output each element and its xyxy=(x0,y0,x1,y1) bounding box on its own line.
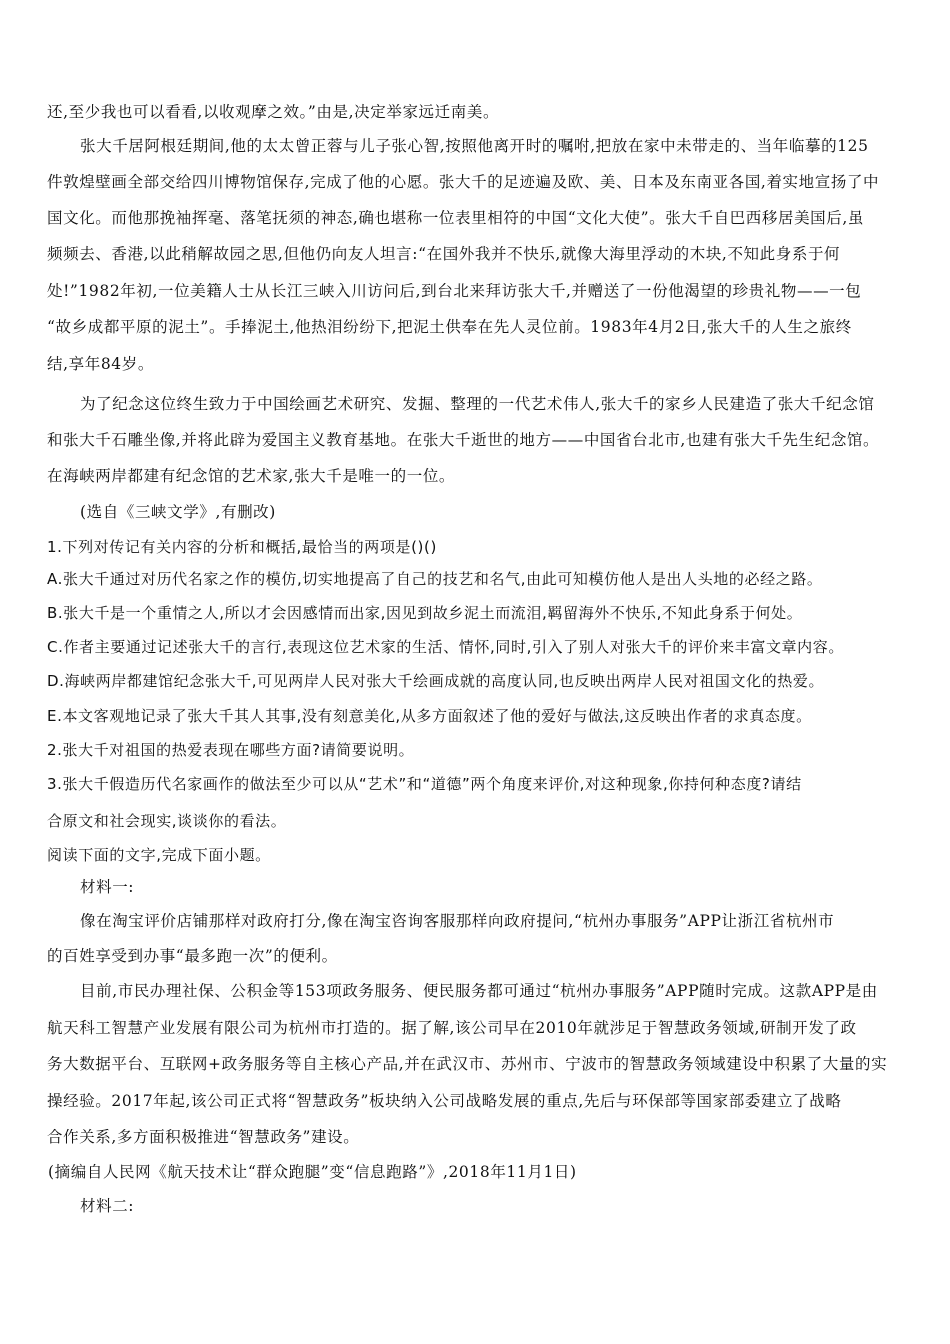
bio-line: 和张大千石雕坐像,并将此辟为爱国主义教育基地。在张大千逝世的地方——中国省台北市,也建有张大千先生纪念馆。 xyxy=(47,431,880,449)
material-1-text: 像在淘宝评价店铺那样对政府打分,像在淘宝咨询客服那样向政府提问,“杭州办事服务”APP让浙江省杭州市 xyxy=(80,912,835,930)
reading-intro: 阅读下面的文字,完成下面小题。 xyxy=(47,846,271,864)
material-1-text: 合作关系,多方面积极推进“智慧政务”建设。 xyxy=(47,1128,360,1146)
question-3: 3.张大千假造历代名家画作的做法至少可以从“艺术”和“道德”两个角度来评价,对这种现象,你持何种态度?请结 xyxy=(47,775,802,793)
bio-line: 结,享年84岁。 xyxy=(47,355,154,373)
material-1-text: 航天科工智慧产业发展有限公司为杭州市打造的。据了解,该公司早在2010年就涉足于智慧政务领域,研制开发了政 xyxy=(47,1019,857,1037)
bio-line: 件敦煌壁画全部交给四川博物馆保存,完成了他的心愿。张大千的足迹遍及欧、美、日本及东南亚各国,着实地宣扬了中 xyxy=(47,173,880,191)
material-2-label: 材料二: xyxy=(80,1197,135,1215)
bio-line: 在海峡两岸都建有纪念馆的艺术家,张大千是唯一的一位。 xyxy=(47,467,456,485)
bio-source: (选自《三峡文学》,有删改) xyxy=(80,503,276,521)
material-1-source: (摘编自人民网《航天技术让“群众跑腿”变“信息跑路”》,2018年11月1日) xyxy=(48,1163,577,1181)
bio-line: 处!”1982年初,一位美籍人士从长江三峡入川访问后,到台北来拜访张大千,并赠送了一份他渴望的珍贵礼物——一包 xyxy=(47,282,862,300)
bio-line: 频频去、香港,以此稍解故园之思,但他仍向友人坦言:“在国外我并不快乐,就像大海里浮动的木块,不知此身系于何 xyxy=(47,245,841,263)
option-a: A.张大千通过对历代名家之作的模仿,切实地提高了自己的技艺和名气,由此可知模仿他人是出人头地的必经之路。 xyxy=(47,570,823,588)
option-d: D.海峡两岸都建馆纪念张大千,可见两岸人民对张大千绘画成就的高度认同,也反映出两岸人民对祖国文化的热爱。 xyxy=(47,672,825,690)
question-2: 2.张大千对祖国的热爱表现在哪些方面?请简要说明。 xyxy=(47,741,415,759)
option-e: E.本文客观地记录了张大千其人其事,没有刻意美化,从多方面叙述了他的爱好与做法,这反映出作者的求真态度。 xyxy=(47,707,812,725)
material-1-text: 的百姓享受到办事“最多跑一次”的便利。 xyxy=(47,947,338,965)
bio-line: 张大千居阿根廷期间,他的太太曾正蓉与儿子张心智,按照他离开时的嘱咐,把放在家中未带走的、当年临摹的125 xyxy=(80,137,869,155)
option-c: C.作者主要通过记述张大千的言行,表现这位艺术家的生活、情怀,同时,引入了别人对张大千的评价来丰富文章内容。 xyxy=(47,638,844,656)
option-b: B.张大千是一个重情之人,所以才会因感情而出家,因见到故乡泥土而流泪,羁留海外不快乐,不知此身系于何处。 xyxy=(47,604,803,622)
material-1-label: 材料一: xyxy=(80,878,135,896)
bio-line: 还,至少我也可以看看,以收观摩之效。”由是,决定举家远迁南美。 xyxy=(47,103,500,121)
bio-line: “故乡成都平原的泥土”。手捧泥土,他热泪纷纷下,把泥土供奉在先人灵位前。1983年4月2日,张大千的人生之旅终 xyxy=(47,318,852,336)
material-1-text: 目前,市民办理社保、公积金等153项政务服务、便民服务都可通过“杭州办事服务”APP随时完成。这款APP是由 xyxy=(80,982,878,1000)
question-3-cont: 合原文和社会现实,谈谈你的看法。 xyxy=(47,812,287,830)
material-1-text: 操经验。2017年起,该公司正式将“智慧政务”板块纳入公司战略发展的重点,先后与环保部等国家部委建立了战略 xyxy=(47,1092,842,1110)
question-1: 1.下列对传记有关内容的分析和概括,最恰当的两项是()() xyxy=(47,538,437,556)
bio-line: 国文化。而他那挽袖挥毫、落笔抚须的神态,确也堪称一位表里相符的中国“文化大使”。张大千自巴西移居美国后,虽 xyxy=(47,209,865,227)
bio-line: 为了纪念这位终生致力于中国绘画艺术研究、发掘、整理的一代艺术伟人,张大千的家乡人民建造了张大千纪念馆 xyxy=(80,395,875,413)
material-1-text: 务大数据平台、互联网+政务服务等自主核心产品,并在武汉市、苏州市、宁波市的智慧政务领域建设中积累了大量的实 xyxy=(47,1055,888,1073)
